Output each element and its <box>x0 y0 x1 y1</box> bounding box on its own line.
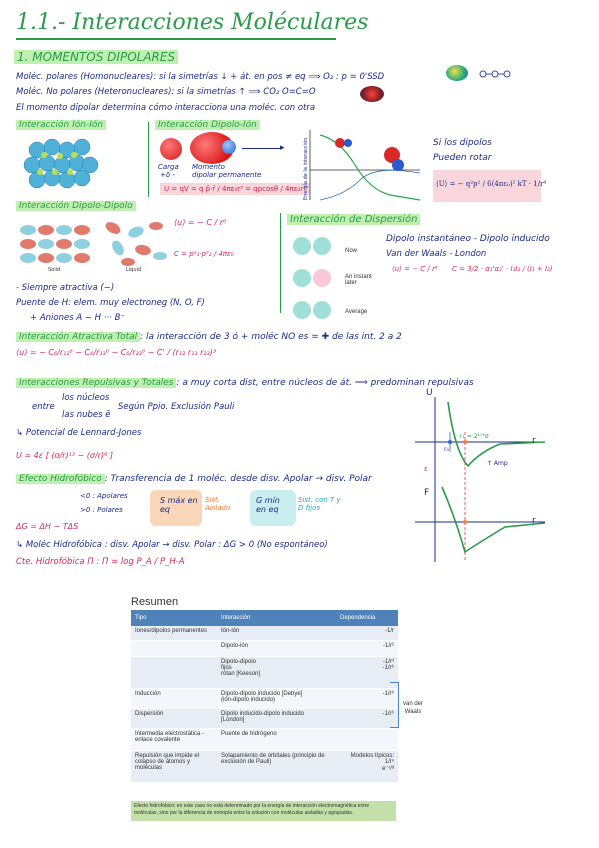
formula-disp-c: C = 3/2 · α₁'α₂' · I₁I₂ / (I₁ + I₂) <box>452 265 553 273</box>
table-cell-inter: Dipolo inducido-dipolo inducido [London] <box>217 708 336 728</box>
graph-u: U <box>426 388 433 398</box>
charge-ball <box>160 138 182 160</box>
label-instant: An instant later <box>345 274 372 286</box>
title-underline <box>16 38 336 40</box>
header-hidrofobico: Efecto Hidrofóbico <box>16 474 105 484</box>
atractiva-text: : la interacción de 3 ó + moléc NO es = ✚ de las int. 2 a 2 <box>140 332 402 342</box>
header-dipolo-dipolo: Interacción Dipolo-Dipolo <box>16 201 136 211</box>
formula-atractiva: ⟨u⟩ = − C₆/r₁₂⁶ − C₆/r₁₃⁶ − C₆/r₂₃⁶ − C' / (r₁₂ r₁₃ r₂₃)³ <box>16 348 217 357</box>
line-polar: Moléc. polares (Homonucleares): si la simetrías ↓ + át. en pos ≠ eq ⟹ O₂ : p = 0'SSD <box>16 72 385 82</box>
dipole-solid-liquid-image <box>18 218 168 268</box>
co2-image <box>360 86 384 102</box>
text-polares: >0 : Polares <box>80 506 123 514</box>
text-pauli: Según Ppio. Exclusión Pauli <box>118 402 235 412</box>
label-now: Now <box>345 248 358 254</box>
table-cell-inter: Dipolo-dipolo inducido [Debye] (ión-dipolo inducido) <box>217 688 336 708</box>
side-text-2: Pueden rotar <box>433 153 492 163</box>
text-smax: S máx en eq <box>160 496 198 514</box>
arrow-line <box>242 148 282 149</box>
formula-boltz: ⟨U⟩ = − q²p² / 6(4πε₀)² kT · 1/r⁴ <box>436 180 547 188</box>
table-row <box>131 750 398 782</box>
table-row <box>131 656 398 688</box>
table-cell-dep: -1/r³ -1/r⁶ <box>336 656 398 688</box>
atractiva-line <box>16 332 402 342</box>
page-title: 1.1.- Interacciones Moléculares <box>16 10 369 35</box>
section-heading: 1. MOMENTOS DIPOLARES <box>14 50 178 64</box>
graph-ramp: ↑ Amp <box>487 460 508 467</box>
resumen-title: Resumen <box>131 596 179 608</box>
table-cell-inter: Puente de hidrógeno <box>217 728 336 750</box>
text-cte: Cte. Hidrofóbica Π : Π = log P_A / P_H-A <box>16 557 185 567</box>
label-average: Average <box>345 309 368 315</box>
lennard-jones-graph <box>410 392 550 567</box>
text-molec-hidro: ↳ Moléc Hidrofóbica : disv. Apolar → disv. Polar : ΔG > 0 (No espontáneo) <box>16 540 328 550</box>
formula-lj: U = 4ε [ (σ/r)¹² − (σ/r)⁶ ] <box>16 451 113 460</box>
text-apolares: <0 : Apolares <box>80 492 128 500</box>
table-header: Interacción <box>217 610 336 626</box>
graph-f: F <box>424 488 430 498</box>
table-row <box>131 708 398 728</box>
table-cell-tipo: Intermedia electrostática - enlace covalente <box>131 728 217 750</box>
table-cell-dep: -1/r⁶ <box>336 688 398 708</box>
table-row <box>131 728 398 750</box>
formula-dipolo-ion: U = qV = q p̄·r̄ / 4πε₀r³ = qpcosθ / 4πε₀r² <box>160 183 310 195</box>
arrow-head-icon: ▸ <box>280 143 285 153</box>
label-carga: Carga <box>158 163 179 171</box>
text-puente: Puente de H: elem. muy electroneg (N, O, F) <box>16 298 205 308</box>
header-repulsivas: Interacciones Repulsivas y Totales <box>16 378 176 388</box>
vdw-label: van der Waals <box>402 701 423 715</box>
label-dipolar: dipolar permanente <box>192 171 262 179</box>
table-cell-tipo <box>131 640 217 656</box>
table-cell-dep: Modelos típicos: 1/rⁿ e⁻ʳ/ᵈ <box>336 750 398 782</box>
graph-r: r <box>532 436 536 446</box>
line-nopolar: Moléc. No polares (Heteronucleares): si la simetrías ↑ ⟹ CO₂ O=C=O <box>16 87 316 97</box>
header-dispersion: Interacción de Dispersión <box>287 214 420 225</box>
table-cell-inter: Dipolo-ión <box>217 640 336 656</box>
molecule-structure-image <box>475 64 515 84</box>
text-sistcon: Sist. con T y D fijos <box>298 496 341 512</box>
text-siempre: - Siempre atractiva (−) <box>16 283 115 293</box>
divider <box>148 122 149 197</box>
header-atractiva: Interacción Atractiva Total <box>16 332 140 342</box>
table-row <box>131 688 398 708</box>
formula-dd-c: C = p²₁·p²₂ / 4πε₀ <box>174 250 234 258</box>
divider <box>280 213 281 313</box>
formula-disp-u: ⟨u⟩ = − C / r⁶ <box>392 265 438 273</box>
axis-label: Energía de la interacción <box>303 137 309 200</box>
table-cell-dep: -1/r⁶ <box>336 708 398 728</box>
label-liquid: Liquid <box>126 267 142 273</box>
text-nubes: las nubes ē <box>62 410 111 420</box>
repulsivas-text: : a muy corta dist, entre núcleos de át. ⟹ predominan repulsivas <box>176 378 474 388</box>
header-dipolo-ion: Interacción Dipolo-Ión <box>155 120 260 130</box>
text-gmin: G mín en eq <box>256 496 280 514</box>
text-aniones: + Aniones A − H ··· B⁻ <box>30 313 125 323</box>
line-dipolo: El momento dipolar determina cómo interacciona una moléc. con otra <box>16 103 316 113</box>
efecto-box: Efecto hidrofóbico: en este caso no está determinado por la energía de interacción electromagnética entre moléculas, sino por la diferencia de entropía entre la solución con moléculas aisladas y agrupadas. <box>131 801 396 821</box>
table-cell-tipo <box>131 656 217 688</box>
label-solid: Solid <box>48 267 61 273</box>
table-cell-inter: Ión-ión <box>217 626 336 640</box>
vdw-bracket <box>390 682 399 728</box>
header-ion-ion: Interacción Ión-Ión <box>16 120 106 130</box>
graph-eps: ε <box>424 465 428 473</box>
dipole-ball-neg <box>222 140 236 154</box>
hidro-text: : Transferencia de 1 moléc. desde disv. Apolar → disv. Polar <box>104 474 372 484</box>
graph-r1: r₁ = 2¹ᐟ⁶σ <box>460 433 489 440</box>
table-cell-dep: -1/r <box>336 626 398 640</box>
table-header: Tipo <box>131 610 217 626</box>
graph-r0: r₀ <box>444 446 449 453</box>
energy-graph <box>300 125 425 205</box>
table-cell-inter: Solapamiento de orbitales (principio de exclusión de Pauli) <box>217 750 336 782</box>
table-cell-inter: Dipolo-dipolo fijos rotan [Keeson] <box>217 656 336 688</box>
label-carga-sign: +δ - <box>160 171 175 179</box>
formula-dg: ΔG = ΔH − TΔS <box>16 522 79 531</box>
side-text-1: Si los dipolos <box>433 138 492 148</box>
resumen-table <box>131 610 398 783</box>
molecule-map-image <box>446 65 468 81</box>
formula-dd-u: ⟨u⟩ = − C / r⁶ <box>174 218 227 227</box>
table-cell-tipo: Dispersión <box>131 708 217 728</box>
repulsivas-line <box>16 378 474 388</box>
label-momento: Momento <box>192 163 225 171</box>
table-cell-dep <box>336 728 398 750</box>
dispersion-sub: Van der Waals - London <box>386 249 487 259</box>
table-cell-dep: -1/r² <box>336 640 398 656</box>
table-cell-tipo: Repulsión que impide el colapso de átomos y moléculas <box>131 750 217 782</box>
dispersion-title: Dipolo instantáneo - Dipolo inducido <box>386 234 550 244</box>
hidro-line <box>16 474 372 484</box>
table-row <box>131 640 398 656</box>
text-sist: Sist. Aislado <box>205 496 231 512</box>
text-nucleos: los núcleos <box>62 393 110 403</box>
table-cell-tipo: Iones/dipolos permanentes <box>131 626 217 640</box>
table-header: Dependencia <box>336 610 398 626</box>
dispersion-image <box>290 230 340 320</box>
graph-r2: r <box>532 516 536 526</box>
text-lennard: ↳ Potencial de Lennard-Jones <box>16 428 142 438</box>
text-entre: entre <box>32 402 55 412</box>
table-cell-tipo: Inducción <box>131 688 217 708</box>
table-row <box>131 626 398 640</box>
ionic-crystal-image <box>22 135 102 195</box>
